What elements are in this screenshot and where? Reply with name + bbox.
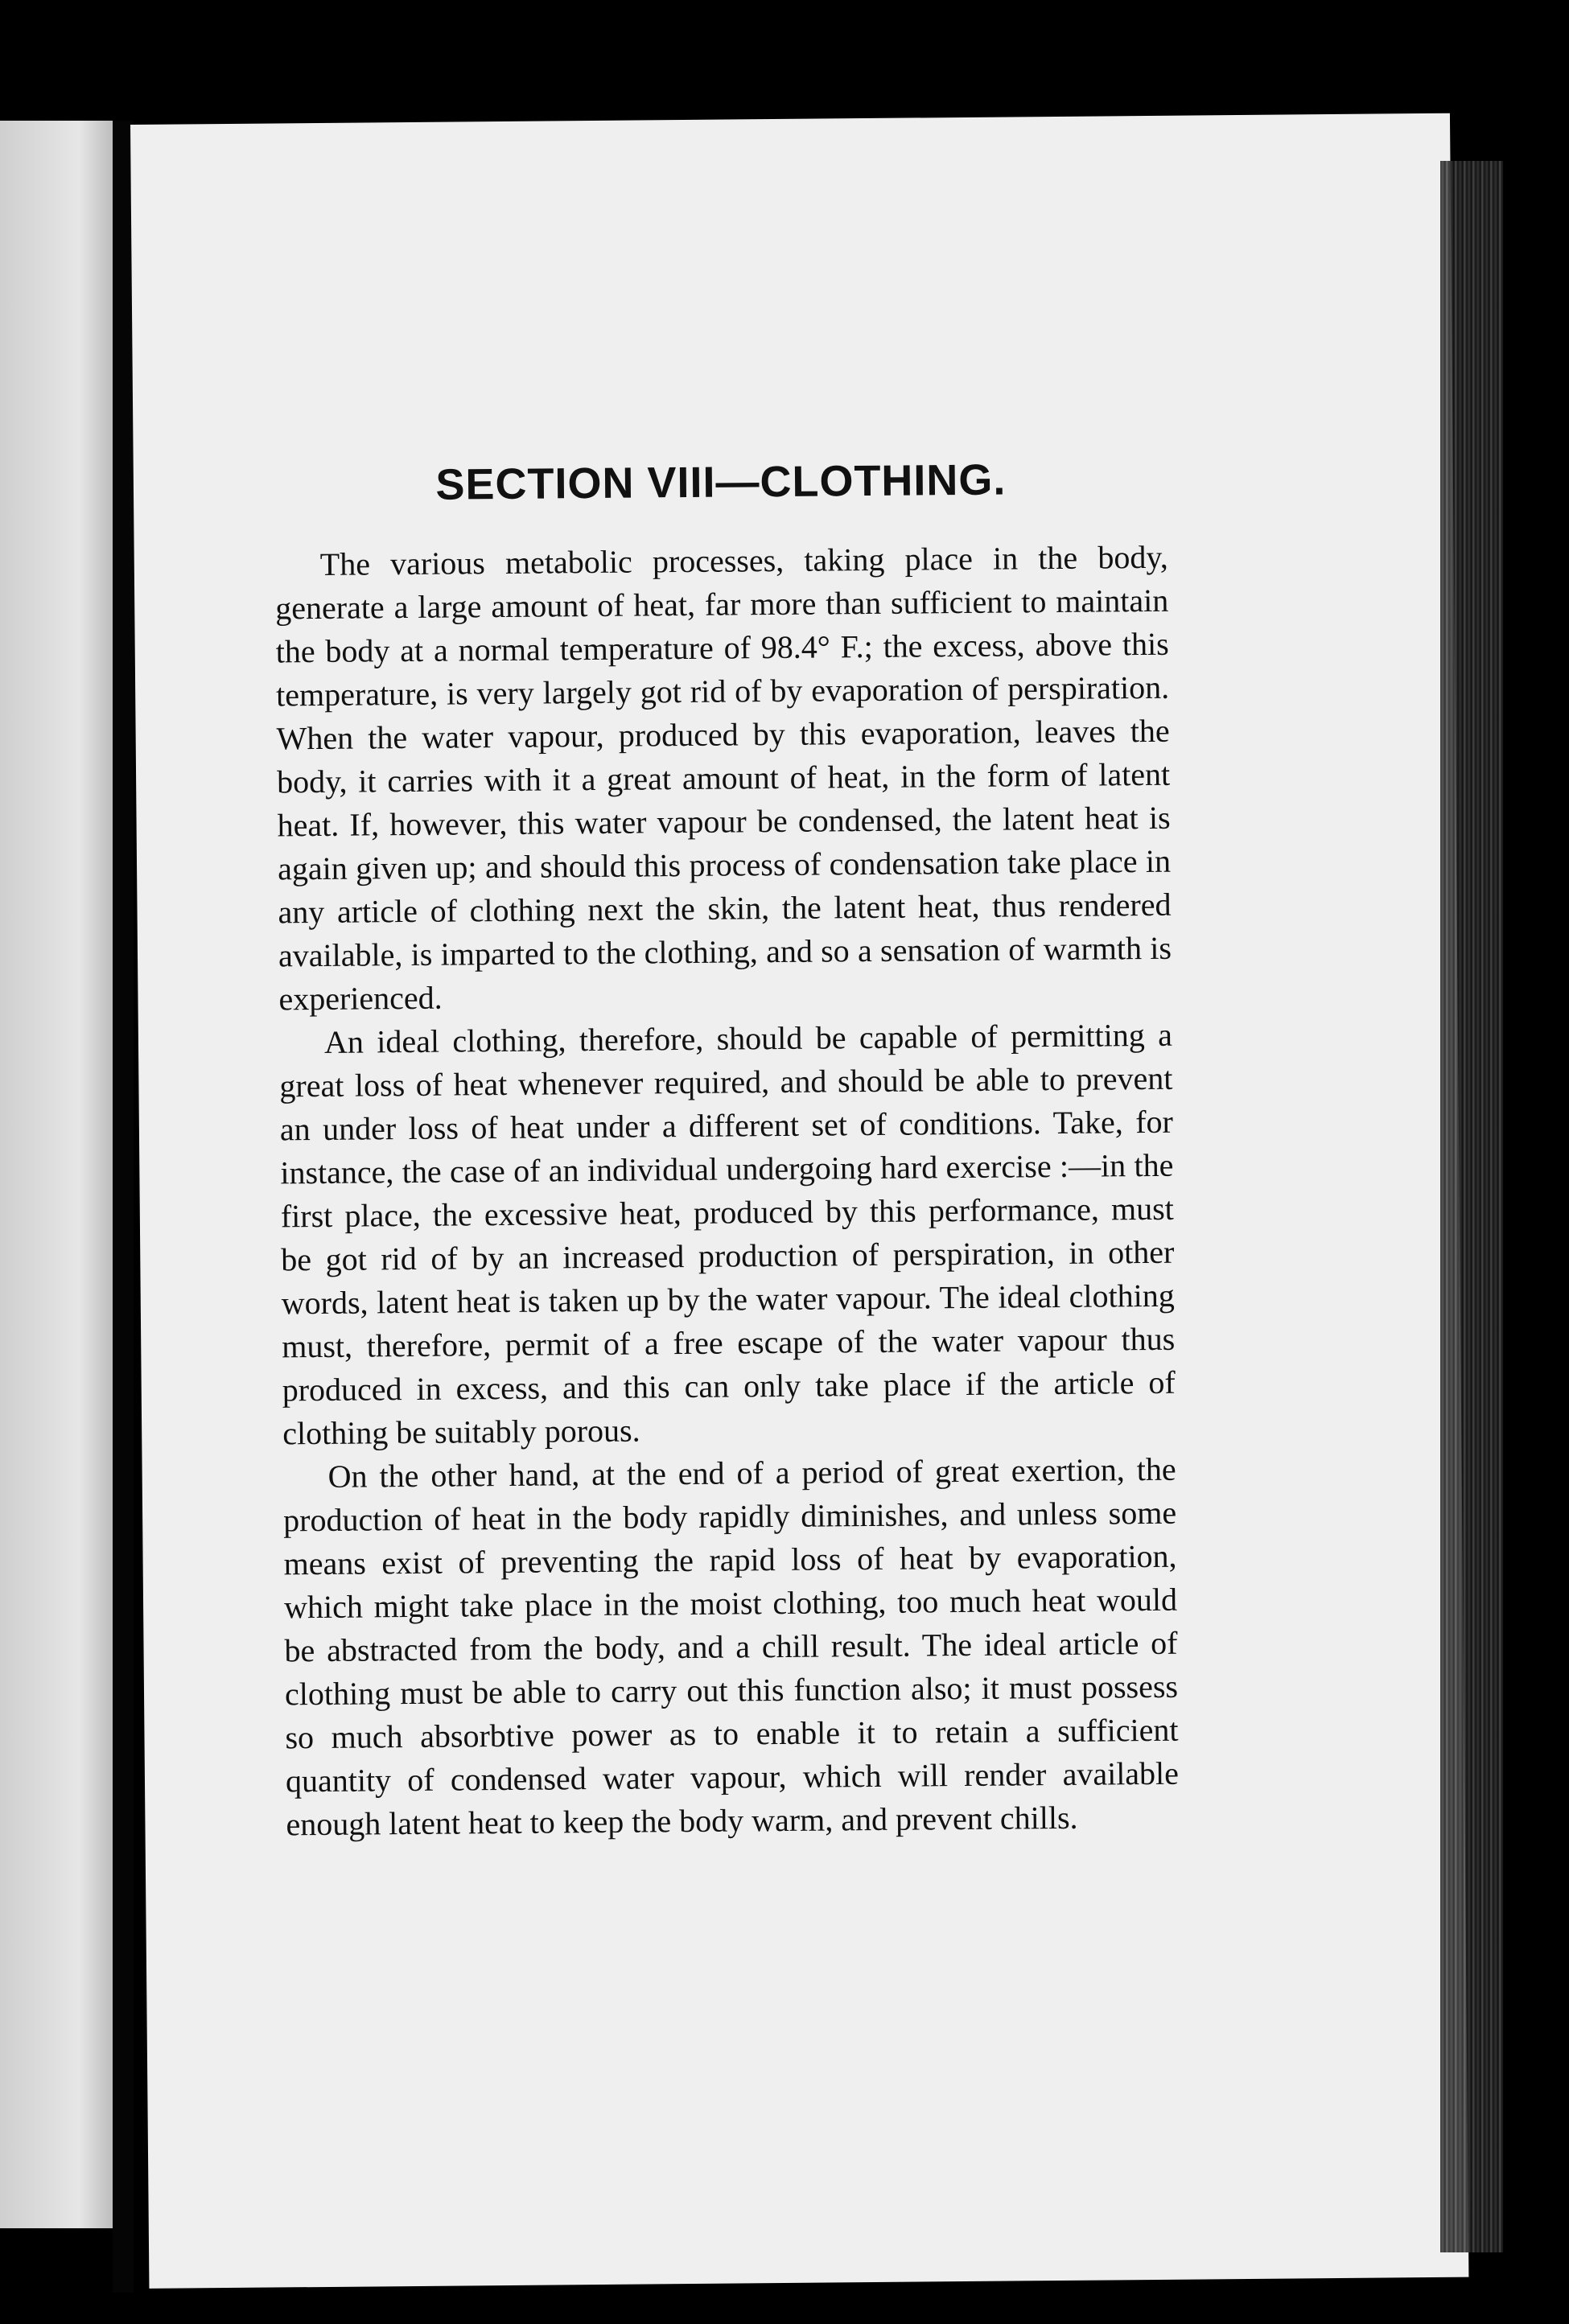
left-page-edge (0, 121, 113, 2228)
book-page (130, 113, 1468, 2289)
page-stack-edge (1440, 161, 1503, 2252)
page-text-block (274, 454, 1180, 1847)
paragraph-2: An ideal clothing, therefore, should be capable of permitting a great loss of heat whenever required, and should be able to prevent an under loss of heat under a different set of conditions. Take, for instance, the case of an individual undergoing hard exercise :—in the first place, the excessive heat, produced by this performance, must be got rid of by an increased production of perspiration, in other words, latent heat is taken up by the water vapour. The ideal clothing must, therefore, permit of a free escape of the water vapour thus produced in excess, and this can only take place if the article of clothing be suitably porous. (279, 1016, 1176, 1452)
book-gutter (113, 121, 134, 2293)
section-title: SECTION VIII—CLOTHING. (435, 455, 1007, 509)
paragraph-3: On the other hand, at the end of a period of great exertion, the production of heat in the body rapidly diminishes, and unless some means exist of preventing the rapid loss of heat by evaporation, which might take place in the moist clothing, too much heat would be abstracted from the body, and a chill result. The ideal article of clothing must be able to carry out this function also; it must possess so much absorbtive power as to enable it to retain a sufficient quantity of condensed water vapour, which will render available enough latent heat to keep the body warm, and prevent chills. (282, 1450, 1180, 1843)
paragraph-1: The various metabolic processes, taking place in the body, generate a large amount of heat, far more than sufficient to maintain the body at a normal temperature of 98.4° F.; the excess, above this temperature, is very largely got rid of by evaporation of perspiration. When the water vapour, produced by this evaporation, leaves the body, it carries with it a great amount of heat, in the form of latent heat. If, however, this water vapour be condensed, the latent heat is again given up; and should this process of condensation take place in any article of clothing next the skin, the latent heat, thus rendered available, is imparted to the clothing, and so a sensation of warmth is experienced. (275, 538, 1172, 1018)
